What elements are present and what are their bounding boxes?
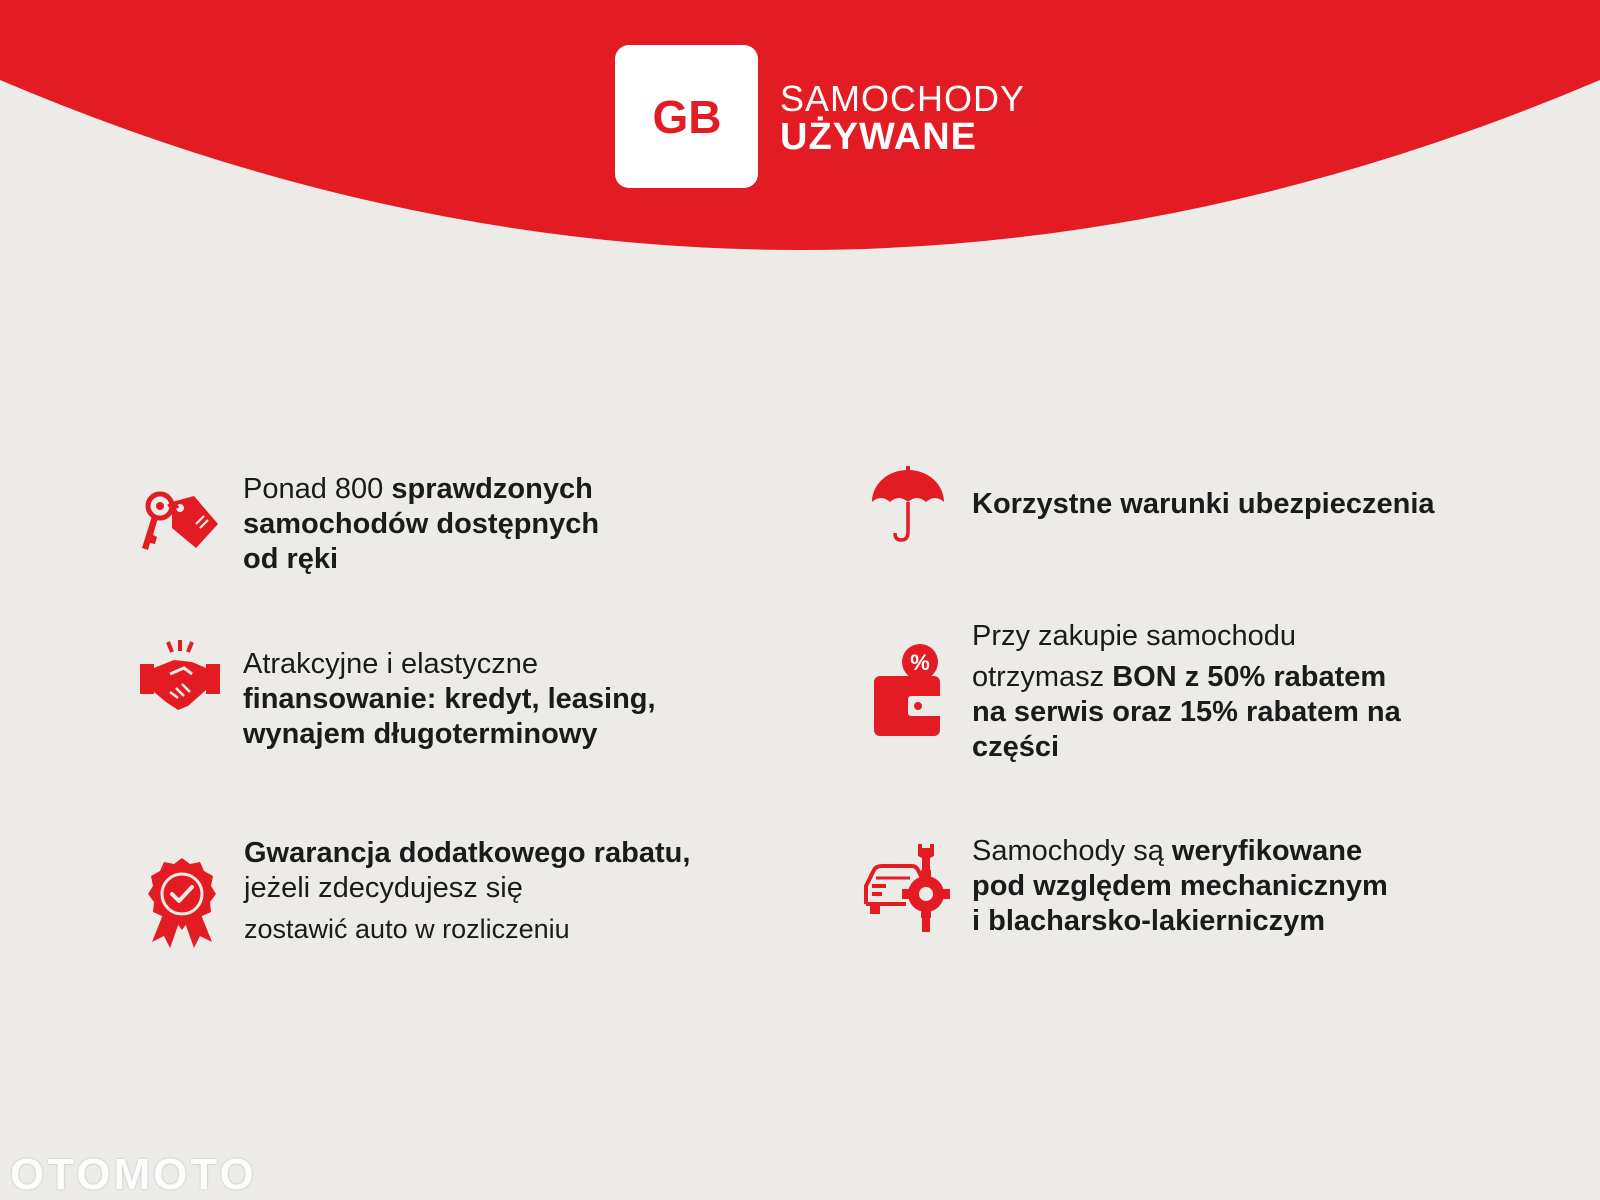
brand-name (780, 80, 1025, 158)
brand-line-1: SAMOCHODY (780, 78, 1026, 119)
feature-text-1 (243, 472, 599, 577)
svg-text:%: % (910, 650, 930, 675)
gb-logo-text: GB (652, 93, 722, 141)
feature-text-6 (972, 834, 1388, 939)
feature-text-4 (972, 619, 1401, 765)
feature-text-3 (243, 647, 656, 752)
feature-5-line-3: zostawić auto w rozliczeniu (244, 914, 570, 944)
feature-1-line-3: od ręki (243, 543, 339, 575)
feature-4-line-1: Przy zakupie samochodu (972, 620, 1296, 652)
feature-2-line-1: Korzystne warunki ubezpieczenia (972, 488, 1435, 520)
car-key-tag-icon (138, 488, 220, 556)
feature-6-line-3: i blacharsko-lakierniczym (972, 905, 1325, 937)
feature-3-line-2: finansowanie: kredyt, leasing, (243, 683, 656, 715)
feature-3-line-3: wynajem długoterminowy (243, 718, 598, 750)
feature-4-line-2: otrzymasz BON z 50% rabatem (972, 661, 1387, 693)
feature-1-line-1: Ponad 800 sprawdzonych (243, 473, 593, 505)
umbrella-icon (870, 466, 946, 544)
feature-text-5 (244, 836, 690, 947)
feature-4-line-3: na serwis oraz 15% rabatem na (972, 696, 1401, 728)
feature-5-line-2: jeżeli zdecydujesz się (244, 872, 523, 904)
feature-3-line-1: Atrakcyjne i elastyczne (243, 648, 538, 680)
gb-logo-mark (637, 93, 737, 141)
feature-6-line-1: Samochody są weryfikowane (972, 835, 1363, 867)
feature-4-line-4: części (972, 731, 1060, 763)
gb-logo (615, 45, 758, 188)
wallet-percent-icon (872, 642, 944, 738)
feature-6-line-2: pod względem mechanicznym (972, 870, 1388, 902)
feature-1-line-2: samochodów dostępnych (243, 508, 600, 540)
car-wrench-icon (860, 842, 950, 932)
feature-text-2 (972, 487, 1435, 522)
guarantee-badge-icon (146, 856, 218, 948)
brand-line-2: UŻYWANE (780, 115, 977, 158)
handshake-icon (140, 640, 220, 714)
otomoto-watermark: OTOMOTO (10, 1150, 257, 1199)
feature-5-line-1: Gwarancja dodatkowego rabatu, (244, 837, 691, 869)
